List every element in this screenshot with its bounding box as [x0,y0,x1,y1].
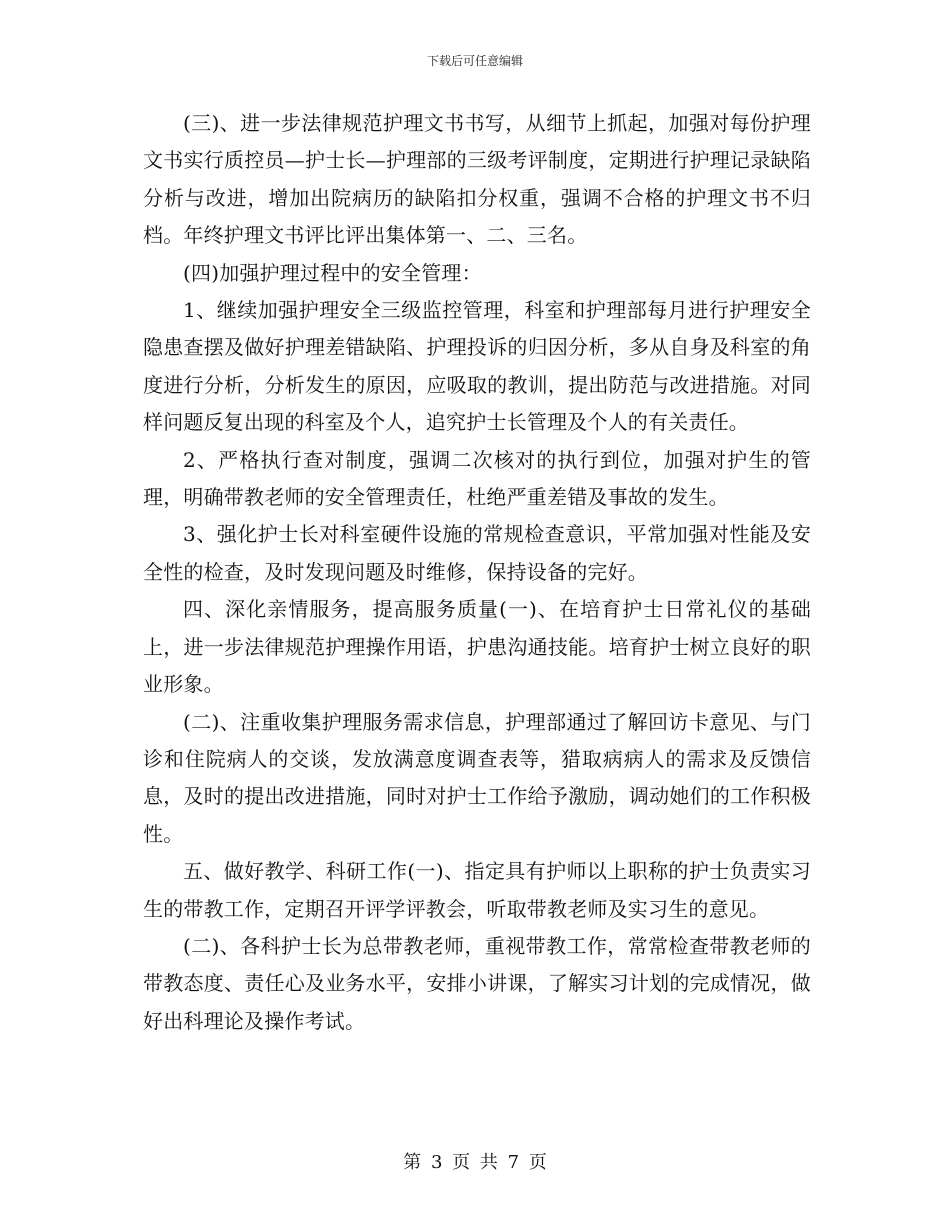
paragraph-section-4-service: 四、深化亲情服务，提高服务质量(一)、在培育护士日常礼仪的基础上，进一步法律规范护理操作用语，护患沟通技能。培育护士树立良好的职业形象。 [143,597,811,697]
page-number: 第 3 页 共 7 页 [403,1152,547,1173]
document-body [143,105,811,1040]
paragraph-safety-item-2: 2、严格执行查对制度，强调二次核对的执行到位，加强对护生的管理，明确带教老师的安全管理责任，杜绝严重差错及事故的发生。 [143,447,811,510]
paragraph-safety-item-1: 1、继续加强护理安全三级监控管理，科室和护理部每月进行护理安全隐患查摆及做好护理差错缺陷、护理投诉的归因分析，多从自身及科室的角度进行分析，分析发生的原因，应吸取的教训，提出防范与改进措施。对同样问题反复出现的科室及个人，追究护士长管理及个人的有关责任。 [143,298,811,435]
paragraph-safety-item-3: 3、强化护士长对科室硬件设施的常规检查意识，平常加强对性能及安全性的检查，及时发现问题及时维修，保持设备的完好。 [143,522,811,584]
paragraph-4-safety-heading: (四)加强护理过程中的安全管理： [183,260,482,285]
paragraph-section-5-teaching: 五、做好教学、科研工作(一)、指定具有护师以上职称的护士负责实习生的带教工作，定期召开评学评教会，听取带教老师及实习生的意见。 [143,859,811,921]
paragraph-service-item-2: (二)、注重收集护理服务需求信息，护理部通过了解回访卡意见、与门诊和住院病人的交谈，发放满意度调查表等，猎取病病人的需求及反馈信息，及时的提出改进措施，同时对护士工作给予激励，调动她们的工作积极性。 [143,709,811,846]
paragraph-3-documentation: (三)、进一步法律规范护理文书书写，从细节上抓起，加强对每份护理文书实行质控员—护士长—护理部的三级考评制度，定期进行护理记录缺陷分析与改进，增加出院病历的缺陷扣分权重，强调不合格的护理文书不归档。年终护理文书评比评出集体第一、二、三名。 [143,111,811,248]
paragraph-teaching-item-2: (二)、各科护士长为总带教老师，重视带教工作，常常检查带教老师的带教态度、责任心及业务水平，安排小讲课，了解实习计划的完成情况，做好出科理论及操作考试。 [143,933,811,1033]
page-header: 下载后可任意编辑 [426,54,523,68]
